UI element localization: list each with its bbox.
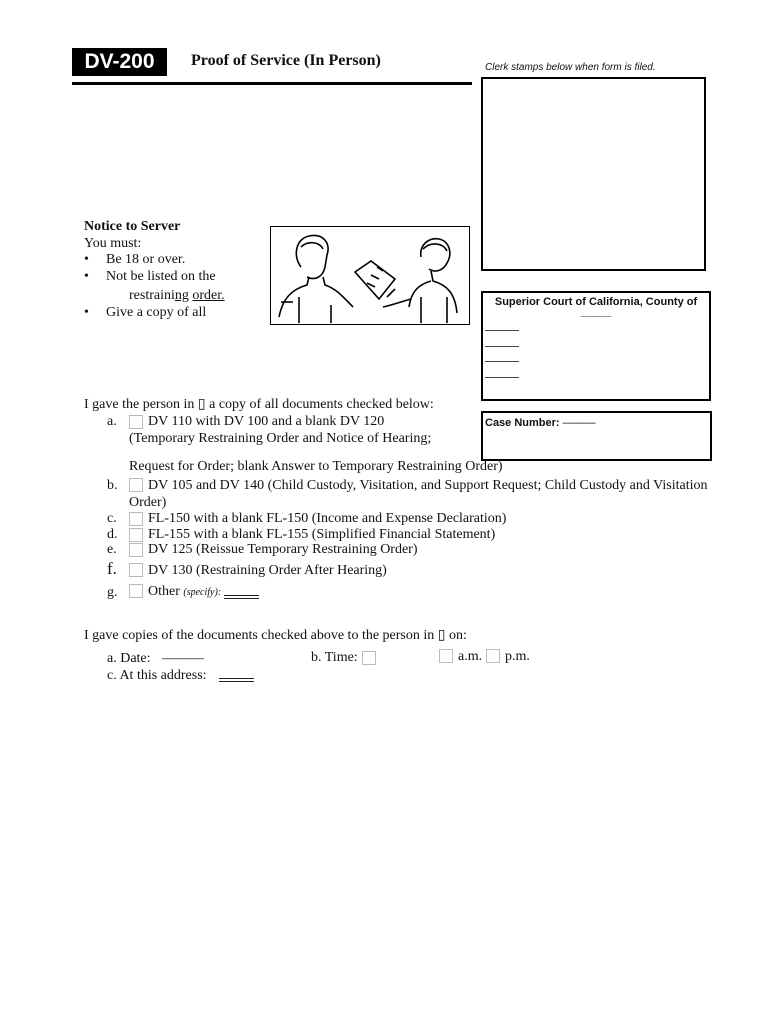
court-box xyxy=(481,291,711,401)
court-line xyxy=(485,377,519,378)
checkbox-item-a[interactable] xyxy=(129,415,143,429)
checkbox-item-f[interactable] xyxy=(129,563,143,577)
notice-bullet-cont: restraining order. xyxy=(129,288,225,303)
item-letter: g. xyxy=(107,585,118,600)
county-field[interactable]: _____ xyxy=(580,306,612,318)
item-text: (Temporary Restraining Order and Notice of Hearing; xyxy=(129,431,432,446)
item-letter: a. xyxy=(107,414,117,429)
item-text: FL-150 with a blank FL-150 (Income and Expense Declaration) xyxy=(148,511,507,526)
address-underline xyxy=(219,681,254,682)
court-line xyxy=(485,330,519,331)
service-illustration xyxy=(270,226,470,325)
pm-checkbox[interactable] xyxy=(486,649,500,663)
am-checkbox[interactable] xyxy=(439,649,453,663)
court-title: Superior Court of California, County of xyxy=(494,296,698,308)
bullet-icon: • xyxy=(84,252,89,267)
people-exchanging-papers-icon xyxy=(271,227,468,323)
item-text: DV 105 and DV 140 (Child Custody, Visitation, and Support Request; Child Custody and Visitation xyxy=(148,478,708,493)
item-text: DV 110 with DV 100 and a blank DV 120 xyxy=(148,414,385,429)
other-specify-field[interactable] xyxy=(224,595,259,596)
am-label: a.m. xyxy=(458,649,483,664)
case-number-label: Case Number: xyxy=(485,417,560,429)
item-letter: f. xyxy=(107,559,117,578)
time-label: b. Time: xyxy=(311,650,358,665)
item-text: DV 130 (Restraining Order After Hearing) xyxy=(148,563,387,578)
item-text: Order) xyxy=(129,495,167,510)
time-field[interactable] xyxy=(362,651,376,665)
address-field[interactable] xyxy=(219,678,254,679)
item-text: FL-155 with a blank FL-155 (Simplified Financial Statement) xyxy=(148,527,496,542)
form-id-badge: DV-200 xyxy=(72,48,167,76)
notice-bullet: Give a copy of all xyxy=(106,305,207,320)
bullet-icon: • xyxy=(84,305,89,320)
item-letter: b. xyxy=(107,478,118,493)
checkbox-item-g[interactable] xyxy=(129,584,143,598)
item-text: DV 125 (Reissue Temporary Restraining Order) xyxy=(148,542,418,557)
bullet-icon: • xyxy=(84,269,89,284)
notice-bullet: Not be listed on the xyxy=(106,269,216,284)
other-specify-underline xyxy=(224,598,259,599)
case-number-box xyxy=(481,411,712,461)
header-rule xyxy=(72,82,472,85)
checkbox-item-b[interactable] xyxy=(129,478,143,492)
service-intro: I gave copies of the documents checked above to the person in ▯ on: xyxy=(84,628,467,643)
case-number-field[interactable]: ——— xyxy=(562,417,596,429)
item-letter: e. xyxy=(107,542,117,557)
address-label: c. At this address: xyxy=(107,668,207,683)
notice-bullet: Be 18 or over. xyxy=(106,252,186,267)
form-title: Proof of Service (In Person) xyxy=(191,52,381,69)
clerk-stamp-box xyxy=(481,77,706,271)
documents-intro: I gave the person in ▯ a copy of all documents checked below: xyxy=(84,397,434,412)
checkbox-item-c[interactable] xyxy=(129,512,143,526)
court-line xyxy=(485,361,519,362)
item-text: Request for Order; blank Answer to Temporary Restraining Order) xyxy=(129,459,503,474)
clerk-note: Clerk stamps below when form is filed. xyxy=(485,62,656,73)
date-field[interactable]: ——— xyxy=(162,651,204,666)
notice-heading: Notice to Server xyxy=(84,219,181,234)
court-line xyxy=(485,346,519,347)
item-letter: c. xyxy=(107,511,117,526)
checkbox-item-e[interactable] xyxy=(129,543,143,557)
pm-label: p.m. xyxy=(505,649,530,664)
item-text: Other (specify): xyxy=(148,584,222,599)
date-label: a. Date: xyxy=(107,651,151,666)
checkbox-item-d[interactable] xyxy=(129,528,143,542)
item-letter: d. xyxy=(107,527,118,542)
notice-intro: You must: xyxy=(84,236,142,251)
